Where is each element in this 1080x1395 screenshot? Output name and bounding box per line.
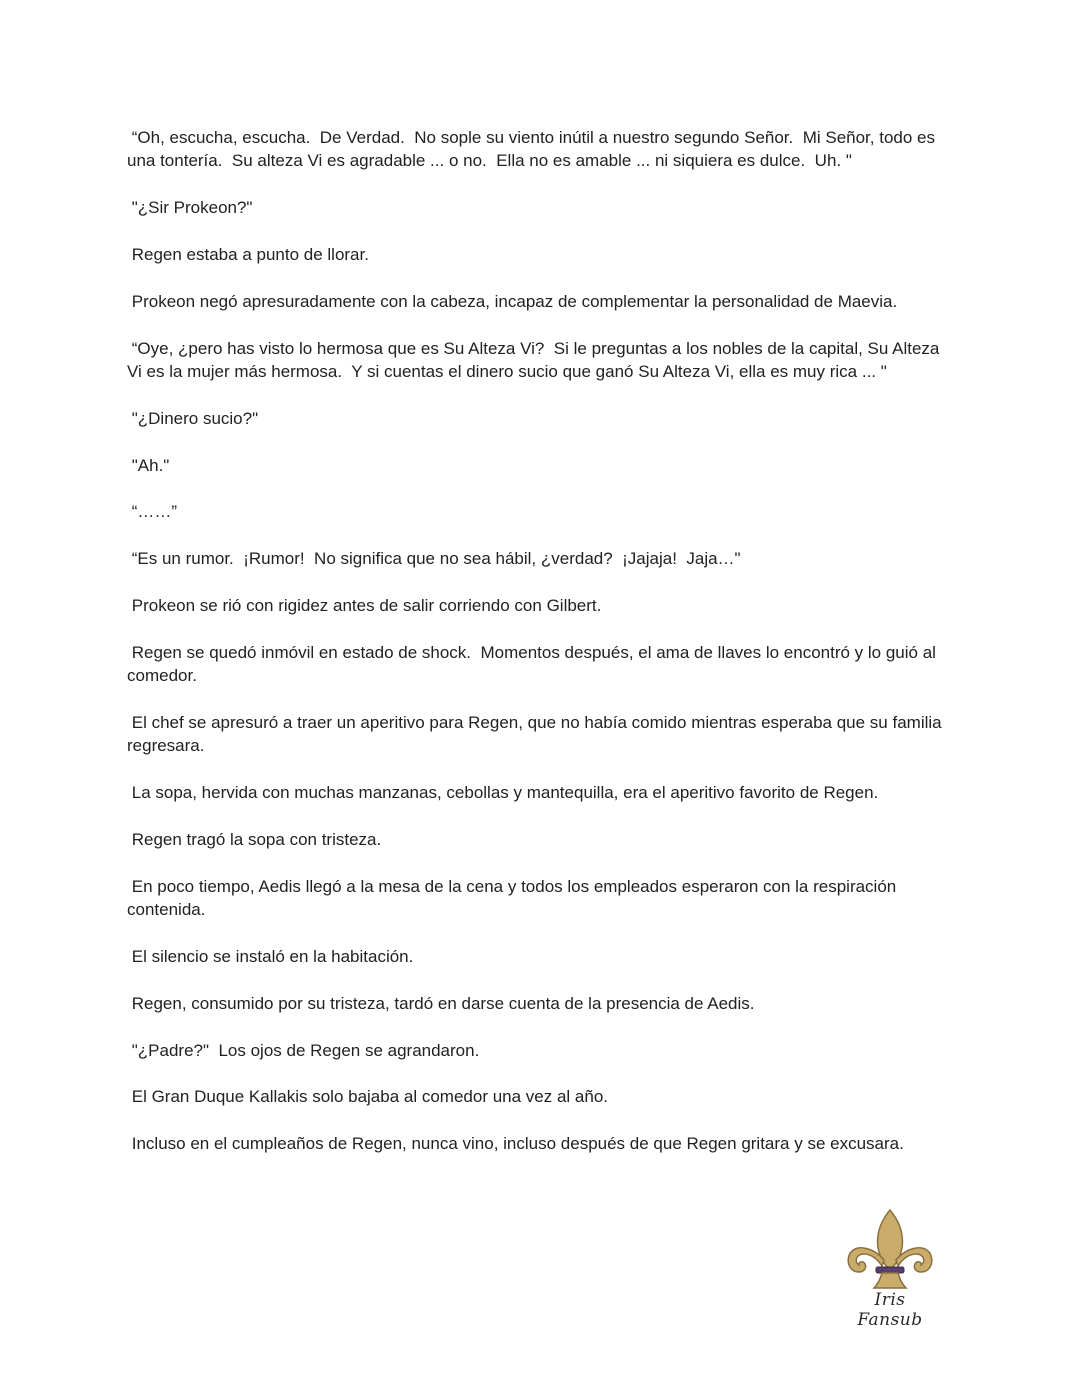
- paragraph: Incluso en el cumpleaños de Regen, nunca vino, incluso después de que Regen gritara y se excusara.: [127, 1134, 904, 1154]
- paragraph: Prokeon negó apresuradamente con la cabeza, incapaz de complementar la personalidad de Maevia.: [127, 291, 898, 311]
- fleur-de-lis-icon: [844, 1208, 936, 1292]
- paragraph: "¿Padre?" Los ojos de Regen se agrandaron.: [127, 1040, 480, 1060]
- paragraph: “……”: [127, 502, 178, 522]
- paragraph: “Es un rumor. ¡Rumor! No significa que no sea hábil, ¿verdad? ¡Jajaja! Jaja…": [127, 549, 741, 569]
- paragraph: Prokeon se rió con rigidez antes de salir corriendo con Gilbert.: [127, 595, 602, 615]
- paragraph: “Oye, ¿pero has visto lo hermosa que es Su Alteza Vi? Si le preguntas a los nobles de la capital, Su Alteza Vi es la mujer más hermosa. Y si cuentas el dinero sucio que ganó Su Alteza Vi, ella es muy rica ... ": [127, 338, 945, 381]
- paragraph: Regen tragó la sopa con tristeza.: [127, 829, 382, 849]
- paragraph: El silencio se instaló en la habitación.: [127, 946, 414, 966]
- watermark-logo: [840, 1208, 940, 1330]
- paragraph: "¿Sir Prokeon?": [127, 198, 253, 218]
- paragraph: El Gran Duque Kallakis solo bajaba al comedor una vez al año.: [127, 1087, 609, 1107]
- paragraph: La sopa, hervida con muchas manzanas, cebollas y mantequilla, era el aperitivo favorito de Regen.: [127, 783, 879, 803]
- paragraph: Regen estaba a punto de llorar.: [127, 245, 369, 264]
- paragraph: Regen, consumido por su tristeza, tardó en darse cuenta de la presencia de Aedis.: [127, 993, 755, 1013]
- paragraph: "Ah.": [127, 455, 170, 475]
- document-body: [127, 126, 957, 1179]
- logo-text: Iris Fansub: [857, 1290, 923, 1330]
- paragraph: El chef se apresuró a traer un aperitivo para Regen, que no había comido mientras esperaba que su familia regresara.: [127, 712, 947, 756]
- paragraph: "¿Dinero sucio?": [127, 408, 259, 428]
- paragraph: Regen se quedó inmóvil en estado de shock. Momentos después, el ama de llaves lo encontró y lo guió al comedor.: [127, 642, 941, 686]
- paragraph: “Oh, escucha, escucha. De Verdad. No sople su viento inútil a nuestro segundo Señor. Mi Señor, todo es una tontería. Su alteza Vi es agradable ... o no. Ella no es amable ... ni siquiera es dulce. Uh. ": [127, 128, 940, 171]
- paragraph: En poco tiempo, Aedis llegó a la mesa de la cena y todos los empleados esperaron con la respiración contenida.: [127, 876, 901, 920]
